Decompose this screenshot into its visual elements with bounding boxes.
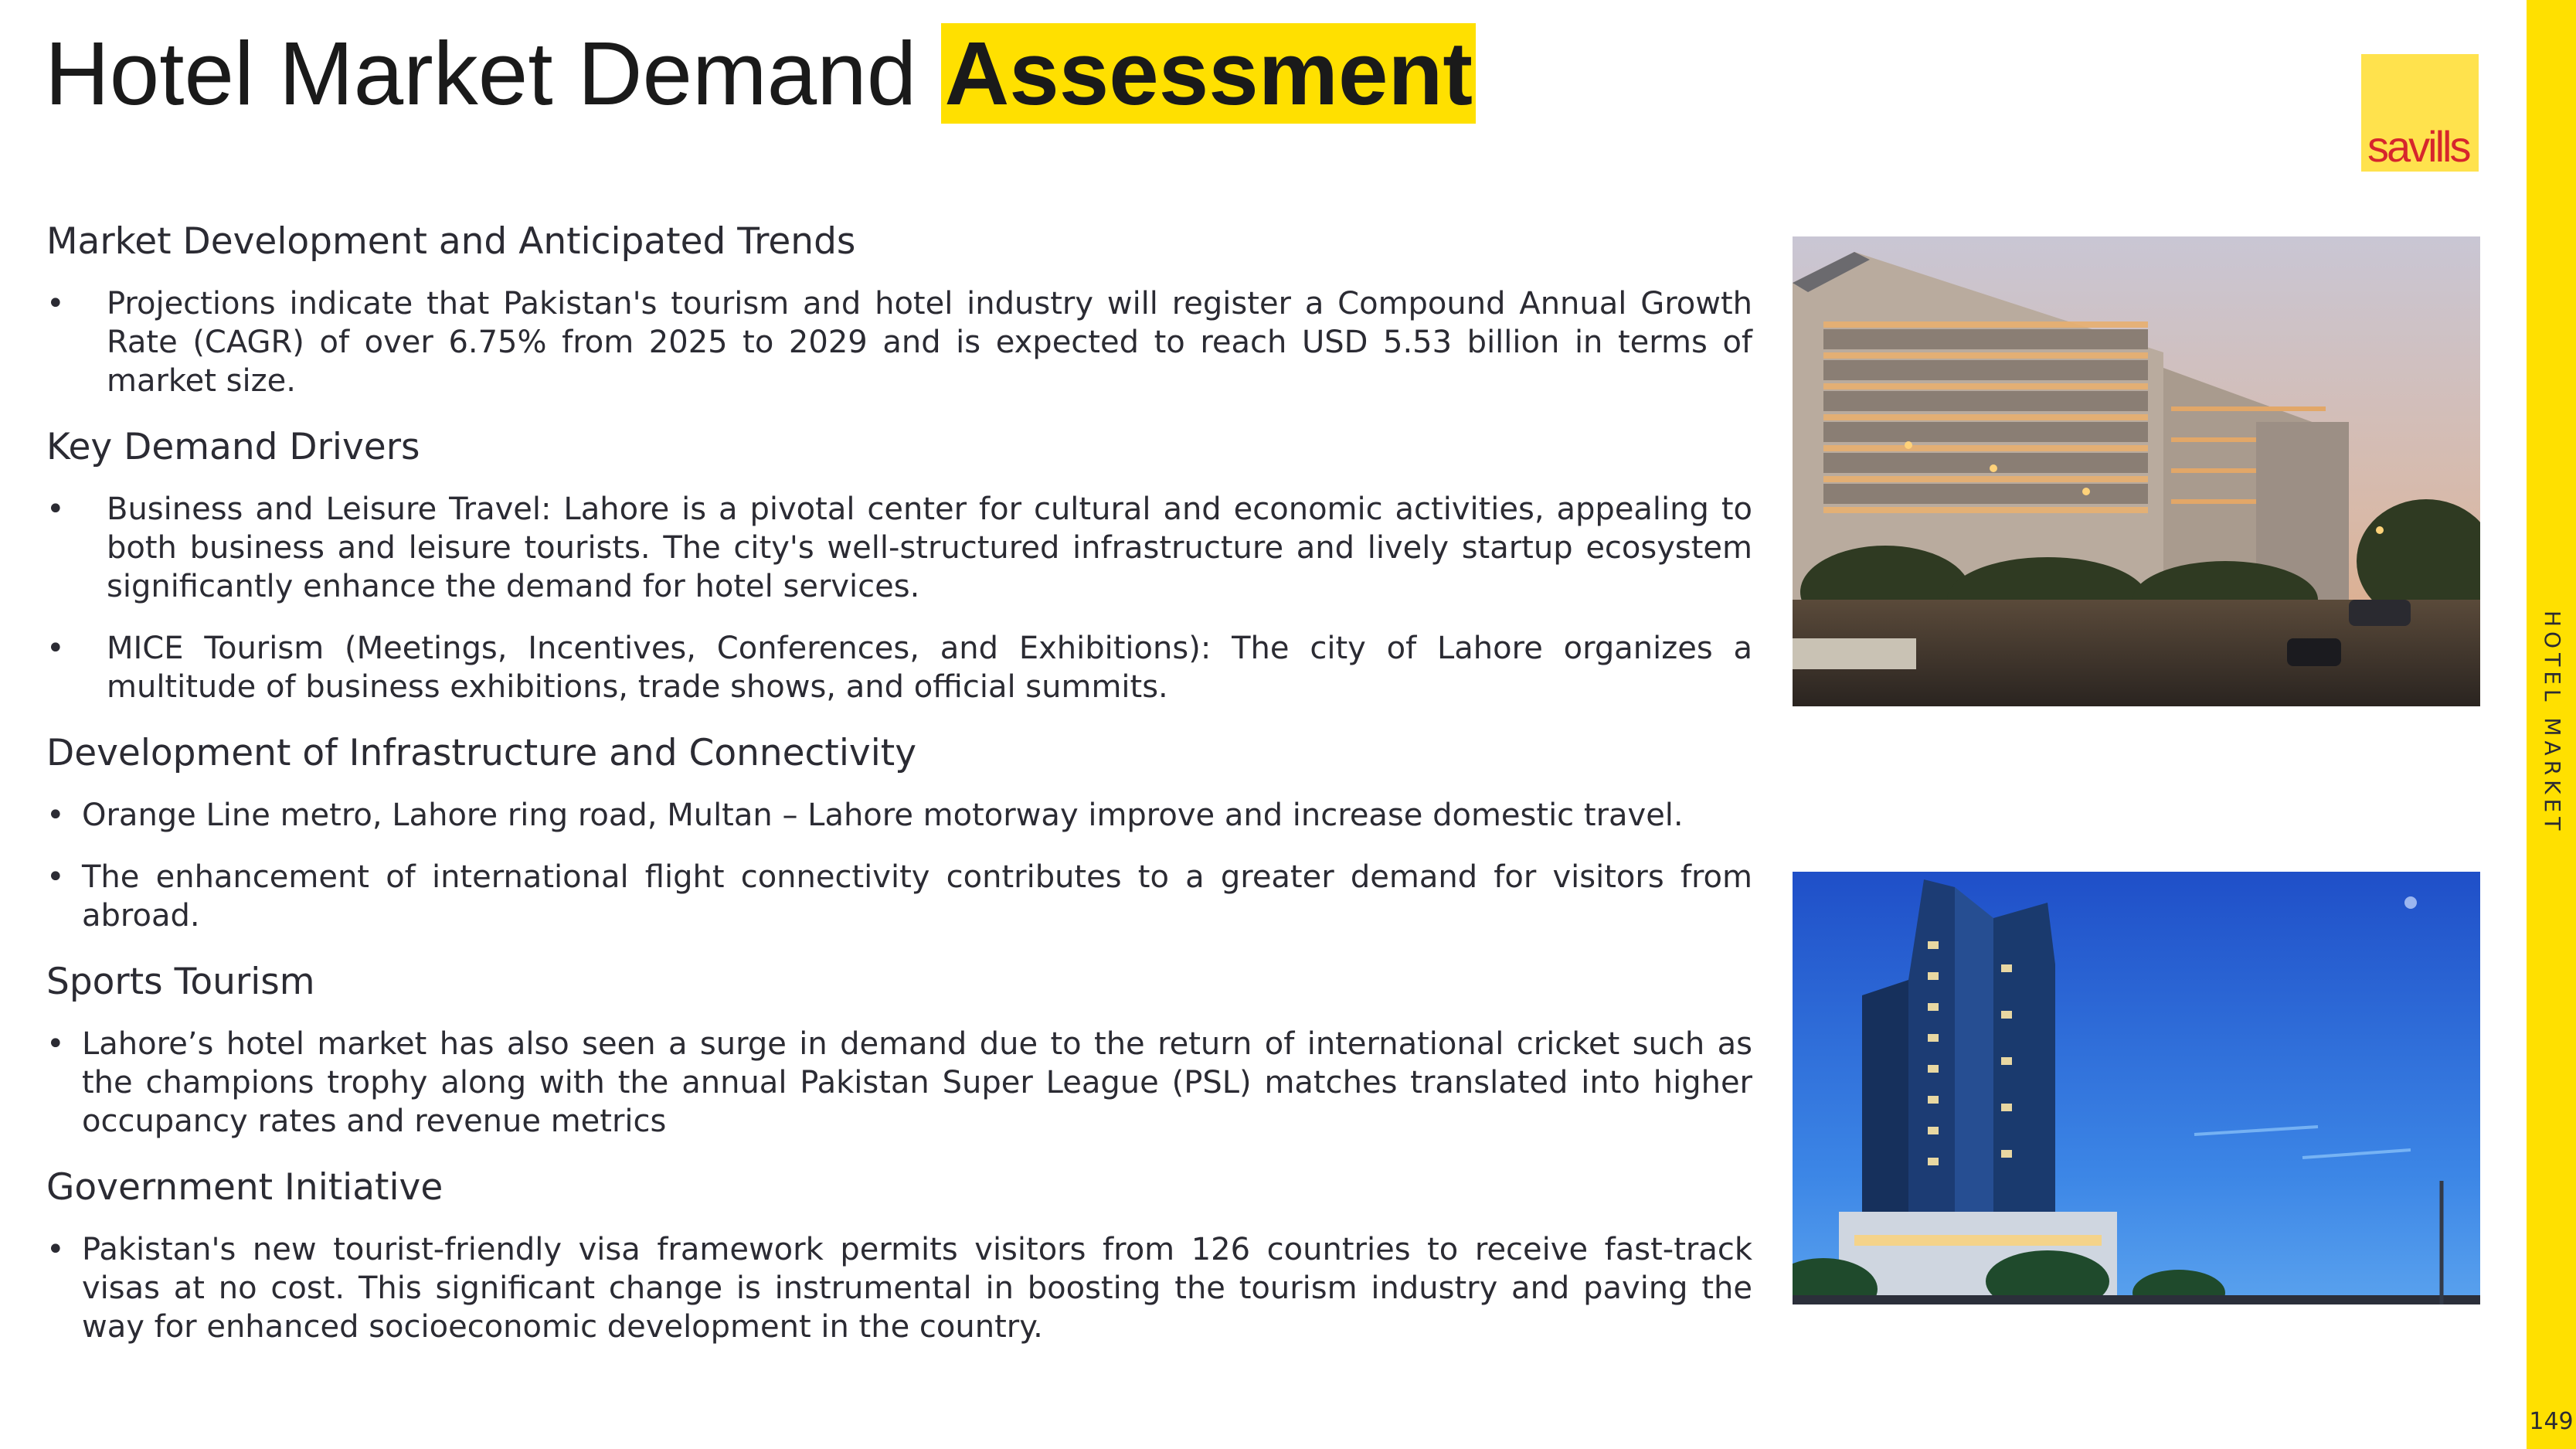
bullet-marker: • xyxy=(46,798,65,833)
bullet-text: Pakistan's new tourist-friendly visa framework permits visitors from 126 countries to receive fast-track visas at no cost. This significant change is instrumental in boosting the tourism industry and paving the way for enhanced socioeconomic development in the country. xyxy=(82,1232,1752,1345)
section-heading-market-development: Market Development and Anticipated Trends xyxy=(46,220,856,263)
bullet-marker: • xyxy=(46,1232,65,1267)
bullet-item xyxy=(46,1230,1752,1346)
logo-text: savills xyxy=(2367,122,2469,171)
page-title xyxy=(45,23,1476,124)
bullet-text: Business and Leisure Travel: Lahore is a pivotal center for cultural and economic activities, appealing to both business and leisure tourists. The city's well-structured infrastructure and lively startup ecosystem significantly enhance the demand for hotel services. xyxy=(107,492,1752,604)
bullet-text: Orange Line metro, Lahore ring road, Multan – Lahore motorway improve and increase domestic travel. xyxy=(82,798,1684,833)
title-highlight: Assessment xyxy=(941,23,1475,124)
savills-logo xyxy=(2361,54,2479,172)
bullet-text: MICE Tourism (Meetings, Incentives, Conferences, and Exhibitions): The city of Lahore organizes a multitude of business exhibitions, trade shows, and official summits. xyxy=(107,631,1752,705)
bullet-marker: • xyxy=(46,859,65,895)
bullet-item xyxy=(46,284,1752,400)
bullet-marker: • xyxy=(46,492,65,527)
bullet-item xyxy=(46,796,1752,835)
section-heading-sports-tourism: Sports Tourism xyxy=(46,961,315,1003)
side-section-label: HOTEL MARKET xyxy=(2540,611,2565,835)
section-heading-key-demand-drivers: Key Demand Drivers xyxy=(46,426,420,468)
bullet-text: Projections indicate that Pakistan's tourism and hotel industry will register a Compound Annual Growth Rate (CAGR) of over 6.75% from 2025 to 2029 and is expected to reach USD 5.53 billion in terms of market size. xyxy=(107,286,1752,399)
bullet-item xyxy=(46,629,1752,706)
bullet-marker: • xyxy=(46,286,65,321)
bullet-text: Lahore’s hotel market has also seen a surge in demand due to the return of international cricket such as the champions trophy along with the annual Pakistan Super League (PSL) matches translated into higher occupancy rates and revenue metrics xyxy=(82,1026,1752,1139)
section-heading-infrastructure: Development of Infrastructure and Connectivity xyxy=(46,732,917,774)
section-heading-government-initiative: Government Initiative xyxy=(46,1166,443,1209)
tower-photo-night xyxy=(1793,872,2480,1304)
page-number: 149 xyxy=(2529,1408,2574,1435)
bullet-marker: • xyxy=(46,1026,65,1062)
title-main: Hotel Market Demand xyxy=(45,23,917,124)
bullet-item xyxy=(46,490,1752,606)
bullet-item xyxy=(46,1025,1752,1141)
bullet-text: The enhancement of international flight connectivity contributes to a greater demand for visitors from abroad. xyxy=(82,859,1752,934)
bullet-marker: • xyxy=(46,631,65,666)
bullet-item xyxy=(46,858,1752,935)
main-content xyxy=(46,218,1752,1369)
hotel-photo-dusk xyxy=(1793,236,2480,706)
